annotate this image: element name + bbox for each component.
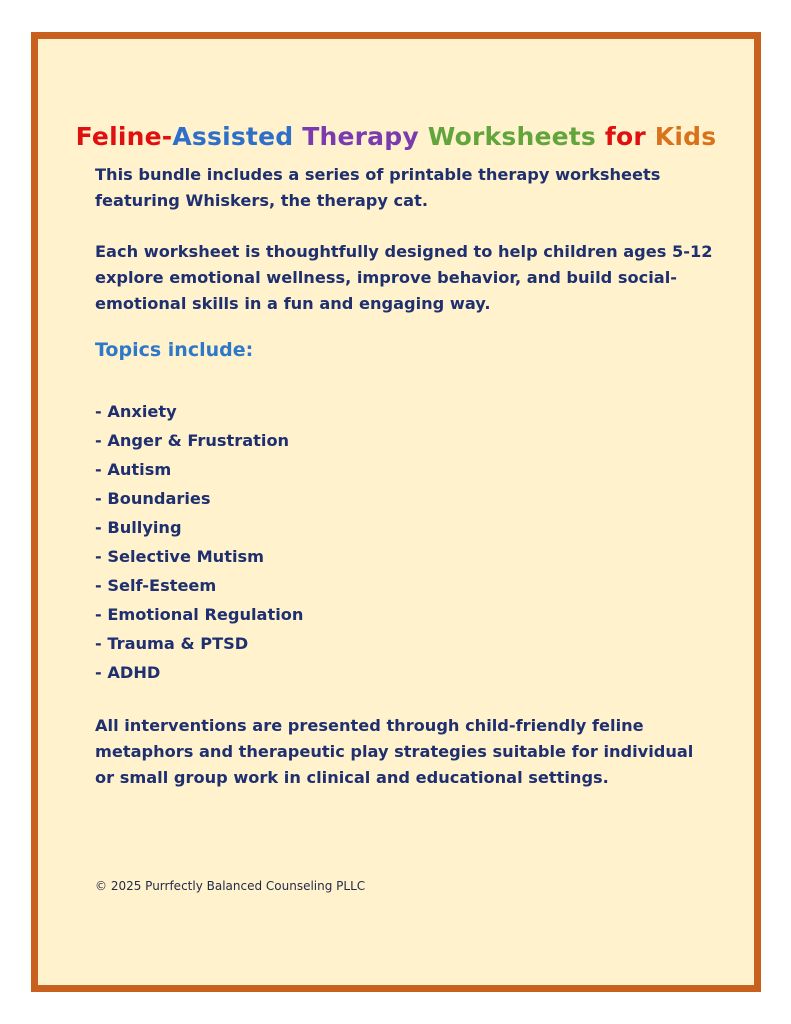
list-item: - ADHD [95,663,161,682]
page-title [38,122,754,151]
title-word-worksheets: Worksheets [427,121,596,151]
list-item: - Anger & Frustration [95,431,290,450]
list-item: - Anxiety [95,402,177,421]
list-item: - Emotional Regulation [95,605,304,624]
list-item: - Selective Mutism [95,547,264,566]
list-item: - Bullying [95,518,182,537]
worksheet-page [31,32,761,992]
title-word-therapy: Therapy [302,121,419,151]
topic-list [95,397,303,687]
list-item: - Trauma & PTSD [95,634,249,653]
title-word-for: for [604,121,646,151]
title-word-assisted: Assisted [172,121,294,151]
closing-paragraph: All interventions are presented through child-friendly feline metaphors and therapeutic play strategies suitable for individual or small group work in clinical and educational settings. [95,716,694,787]
list-item: - Autism [95,460,172,479]
copyright-notice: © 2025 Purrfectly Balanced Counseling PLLC [95,879,366,893]
intro-paragraph-2: Each worksheet is thoughtfully designed to help children ages 5-12 explore emotional wellness, improve behavior, and build social-emotional skills in a fun and engaging way. [95,242,713,313]
title-word-feline: Feline- [75,121,173,151]
topics-heading: Topics include: [95,339,254,361]
intro-paragraph-1: This bundle includes a series of printable therapy worksheets featuring Whiskers, the therapy cat. [95,165,661,210]
title-word-kids: Kids [654,121,717,151]
list-item: - Self-Esteem [95,576,217,595]
list-item: - Boundaries [95,489,211,508]
